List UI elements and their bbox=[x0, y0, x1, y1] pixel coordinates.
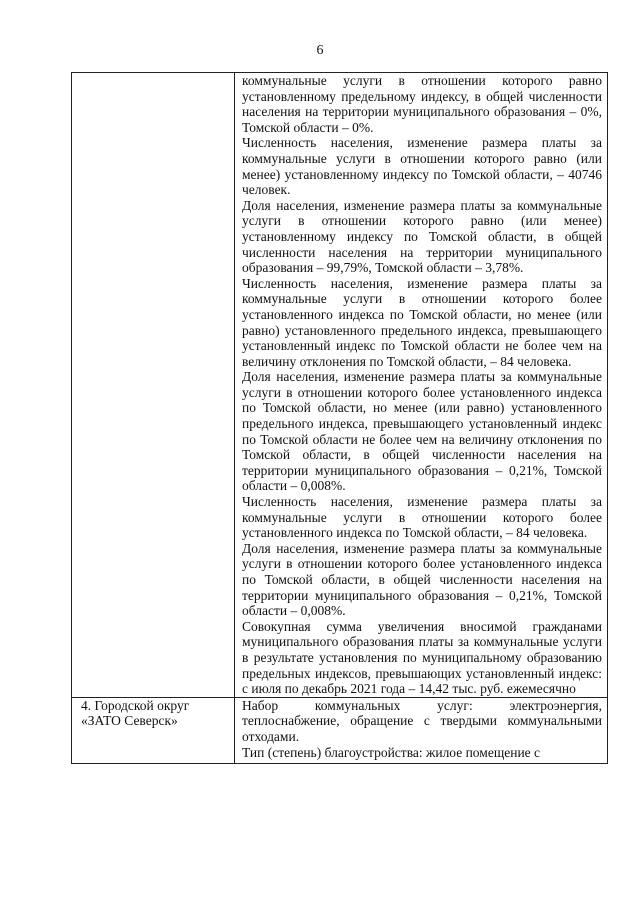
municipality-cell bbox=[72, 73, 235, 698]
document-table bbox=[71, 72, 608, 764]
page-number: 6 bbox=[316, 43, 324, 58]
table-row bbox=[72, 73, 608, 698]
indicators-cell bbox=[235, 73, 608, 698]
indicator-paragraph: Доля населения, изменение размера платы за коммунальные услуги в отношении которого равно (или менее) установленному индексу по Томской области, в общей численности населения на территории муниципального образования – 99,79%, Томской области – 3,78%. bbox=[242, 197, 602, 276]
indicator-paragraph: Тип (степень) благоустройства: жилое помещение с bbox=[242, 744, 541, 760]
indicator-paragraph: Набор коммунальных услуг: электроэнергия, теплоснабжение, обращение с твердыми коммунальными отходами. bbox=[242, 697, 602, 744]
indicator-paragraph: Совокупная сумма увеличения вносимой гражданами муниципального образования платы за коммунальные услуги в результате установления по муниципальному образованию предельных индексов, превышающих установленный индекс: с июля по декабрь 2021 года – 14,42 тыс. руб. ежемесячно bbox=[242, 618, 602, 697]
indicator-paragraph: коммунальные услуги в отношении которого равно установленному предельному индексу, в общей численности населения на территории муниципального образования – 0%, Томской области – 0%. bbox=[242, 73, 602, 135]
indicators-cell bbox=[235, 697, 608, 763]
indicator-paragraph: Доля населения, изменение размера платы за коммунальные услуги в отношении которого более установленного индекса по Томской области, в общей численности населения на территории муниципального образования – 0,21%, Томской области – 0,008%. bbox=[242, 540, 602, 619]
indicator-paragraph: Численность населения, изменение размера платы за коммунальные услуги в отношении которого равно (или менее) установленному индексу по Томской области, – 40746 человек. bbox=[242, 135, 602, 198]
municipality-cell bbox=[72, 697, 235, 763]
indicator-paragraph: Численность населения, изменение размера платы за коммунальные услуги в отношении которого более установленного индекса по Томской области, – 84 человека. bbox=[242, 494, 602, 541]
table-row bbox=[72, 697, 608, 763]
indicator-paragraph: Доля населения, изменение размера платы за коммунальные услуги в отношении которого более установленного индекса по Томской области, но менее (или равно) установленного предельного индекса, превышающего установленный индекс по Томской области не более чем на величину отклонения по Томской области, в общей численности населения на территории муниципального образования – 0,21%, Томской области – 0,008%. bbox=[242, 369, 602, 494]
indicator-paragraph: Численность населения, изменение размера платы за коммунальные услуги в отношении которого более установленного индекса по Томской области, но менее (или равно) установленного предельного индекса, превышающего установленный индекс по Томской области не более чем на величину отклонения по Томской области, – 84 человека. bbox=[242, 275, 602, 369]
municipality-name: 4. Городской округ «ЗАТО Северск» bbox=[81, 697, 190, 729]
